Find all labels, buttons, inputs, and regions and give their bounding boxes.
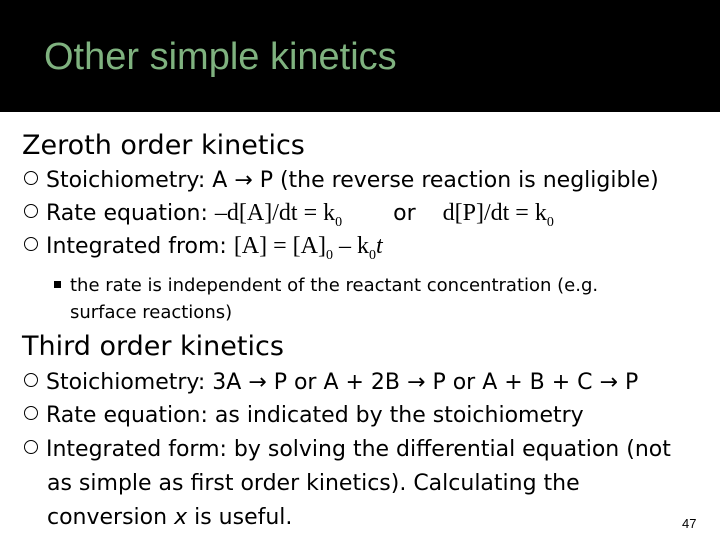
integrated-label: Integrated from: [46, 234, 234, 259]
title-bar [0, 0, 720, 112]
zeroth-integrated-bullet [24, 233, 383, 264]
third-stoichiometry-bullet [24, 370, 638, 395]
third-order-heading: Third order kinetics [22, 331, 284, 362]
third-integrated-bullet [24, 437, 671, 462]
bullet-circle-icon [24, 440, 38, 454]
stoichiometry-label: Stoichiometry: [46, 168, 206, 193]
zeroth-note-subbullet [54, 272, 654, 326]
zeroth-note-text: the rate is independent of the reactant concentration (e.g. surface reactions) [70, 275, 599, 323]
stoichiometry-text: A → P (the reverse reaction is negligible) [205, 168, 659, 193]
bullet-circle-icon [24, 204, 38, 218]
zeroth-rate-equation-bullet [24, 200, 554, 231]
zeroth-stoichiometry-bullet [24, 168, 659, 193]
integrated-equation: $[A] = [A]_0 - k_0t$ [233, 233, 383, 263]
page-number: 47 [682, 516, 697, 531]
rate-equation-or: or [386, 201, 423, 226]
third-rate-equation-text: Rate equation: as indicated by the stoichiometry [46, 403, 584, 428]
rate-equation-lhs: $-d[A]/dt = k_0$ [214, 200, 343, 230]
third-rate-equation-bullet [24, 403, 584, 428]
bullet-circle-icon [24, 171, 38, 185]
bullet-circle-icon [24, 373, 38, 387]
rate-equation-label: Rate equation: [46, 201, 215, 226]
zeroth-order-heading: Zeroth order kinetics [22, 130, 305, 161]
third-integrated-line1: Integrated form: by solving the differential equation (not [46, 437, 671, 462]
bullet-circle-icon [24, 237, 38, 251]
third-integrated-line3: conversion x is useful. [47, 505, 293, 530]
third-stoichiometry-text: Stoichiometry: 3A → P or A + 2B → P or A + B + C → P [46, 370, 639, 395]
bullet-circle-icon [24, 406, 38, 420]
rate-equation-rhs: $d[P]/dt = k_0$ [442, 200, 554, 230]
third-integrated-line2: as simple as first order kinetics). Calculating the [47, 471, 580, 496]
square-bullet-icon [54, 281, 61, 288]
slide-title: Other simple kinetics [44, 36, 397, 78]
